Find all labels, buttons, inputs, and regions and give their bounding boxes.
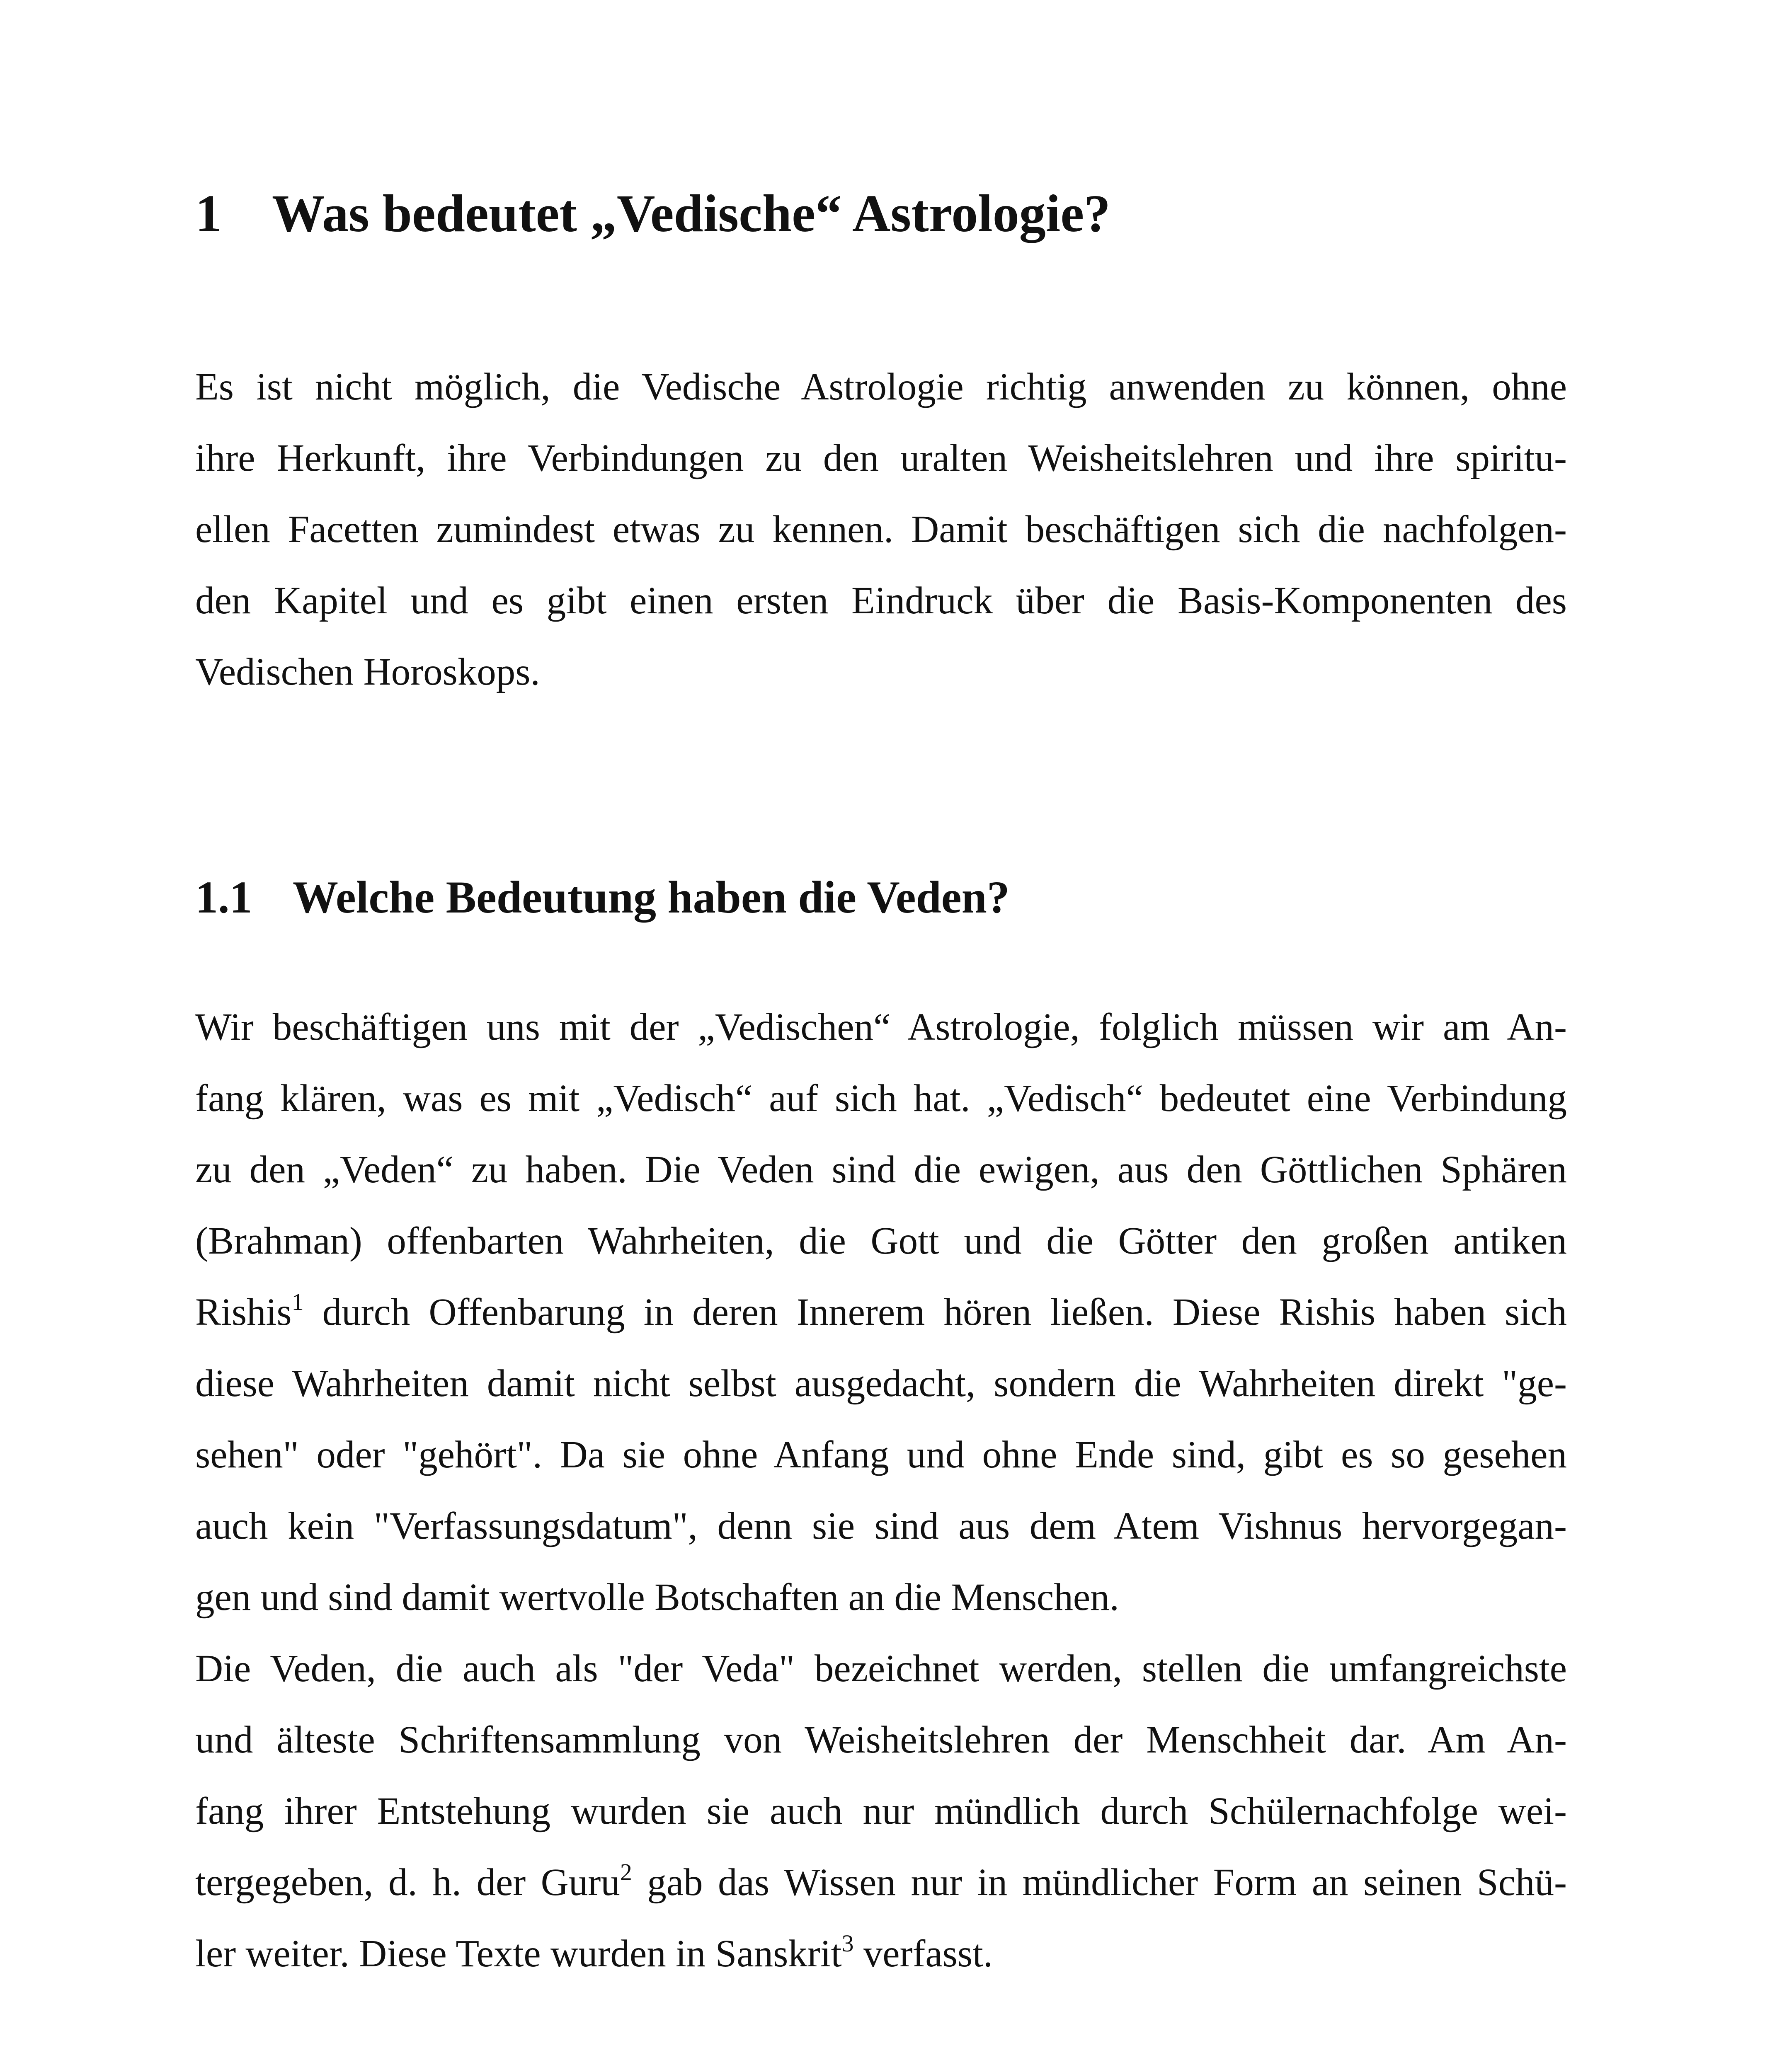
text-line: den Kapitel und es gibt einen ersten Eindruck über die Basis-Komponenten des (195, 579, 1567, 622)
text-line: auch kein "Verfassungsdatum", denn sie sind aus dem Atem Vishnus hervorgegan- (195, 1505, 1567, 1547)
text-line: Wir beschäftigen uns mit der „Vedischen“ Astrologie, folglich müssen wir am An- (195, 1006, 1567, 1048)
intro-paragraph (195, 351, 1567, 708)
footnote-ref-2[interactable]: 2 (620, 1859, 632, 1886)
text-line: zu den „Veden“ zu haben. Die Veden sind die ewigen, aus den Göttlichen Sphären (195, 1148, 1567, 1191)
chapter-heading (195, 178, 1563, 249)
chapter-number: 1 (195, 184, 222, 243)
text-line: sehen" oder "gehört". Da sie ohne Anfang und ohne Ende sind, gibt es so gesehen (195, 1433, 1567, 1476)
footnote-ref-1[interactable]: 1 (291, 1288, 304, 1315)
text-line: Rishis$^1$ durch Offenbarung in deren Innerem hören ließen. Diese Rishis haben sich (195, 1288, 1567, 1334)
text-line: (Brahman) offenbarten Wahrheiten, die Gott und die Götter den großen antiken (195, 1220, 1567, 1262)
chapter-title: Was bedeutet „Vedische“ Astrologie? (272, 184, 1111, 243)
section-title: Welche Bedeutung haben die Veden? (293, 872, 1010, 922)
text-line: Es ist nicht möglich, die Vedische Astrologie richtig anwenden zu können, ohne (195, 366, 1567, 408)
text-line: fang klären, was es mit „Vedisch“ auf sich hat. „Vedisch“ bedeutet eine Verbindung (195, 1077, 1567, 1120)
text-line: und älteste Schriftensammlung von Weisheitslehren der Menschheit dar. Am An- (195, 1719, 1567, 1761)
paragraph-veden (195, 992, 1567, 1633)
text-line: Die Veden, die auch als "der Veda" bezeichnet werden, stellen die umfangreichste (195, 1647, 1567, 1690)
text-line: gen und sind damit wertvolle Botschaften an die Menschen. (195, 1576, 1119, 1619)
section-number: 1.1 (195, 872, 252, 922)
text-line: ihre Herkunft, ihre Verbindungen zu den uralten Weisheitslehren und ihre spiritu- (195, 437, 1567, 479)
text-line: tergegeben, d. h. der Guru$^2$ gab das Wissen nur in mündlicher Form an seinen Schü- (195, 1859, 1567, 1904)
paragraph-veda (195, 1633, 1567, 1990)
section-heading (195, 866, 1563, 928)
text-line: fang ihrer Entstehung wurden sie auch nur mündlich durch Schülernachfolge wei- (195, 1790, 1567, 1832)
footnote-ref-3[interactable]: 3 (841, 1930, 854, 1957)
text-line: ler weiter. Diese Texte wurden in Sanskrit$^3$ verfasst. (195, 1930, 993, 1975)
text-line: diese Wahrheiten damit nicht selbst ausgedacht, sondern die Wahrheiten direkt "ge- (195, 1362, 1567, 1405)
text-line: ellen Facetten zumindest etwas zu kennen. Damit beschäftigen sich die nachfolgen- (195, 508, 1567, 551)
text-line: Vedischen Horoskops. (195, 651, 540, 693)
